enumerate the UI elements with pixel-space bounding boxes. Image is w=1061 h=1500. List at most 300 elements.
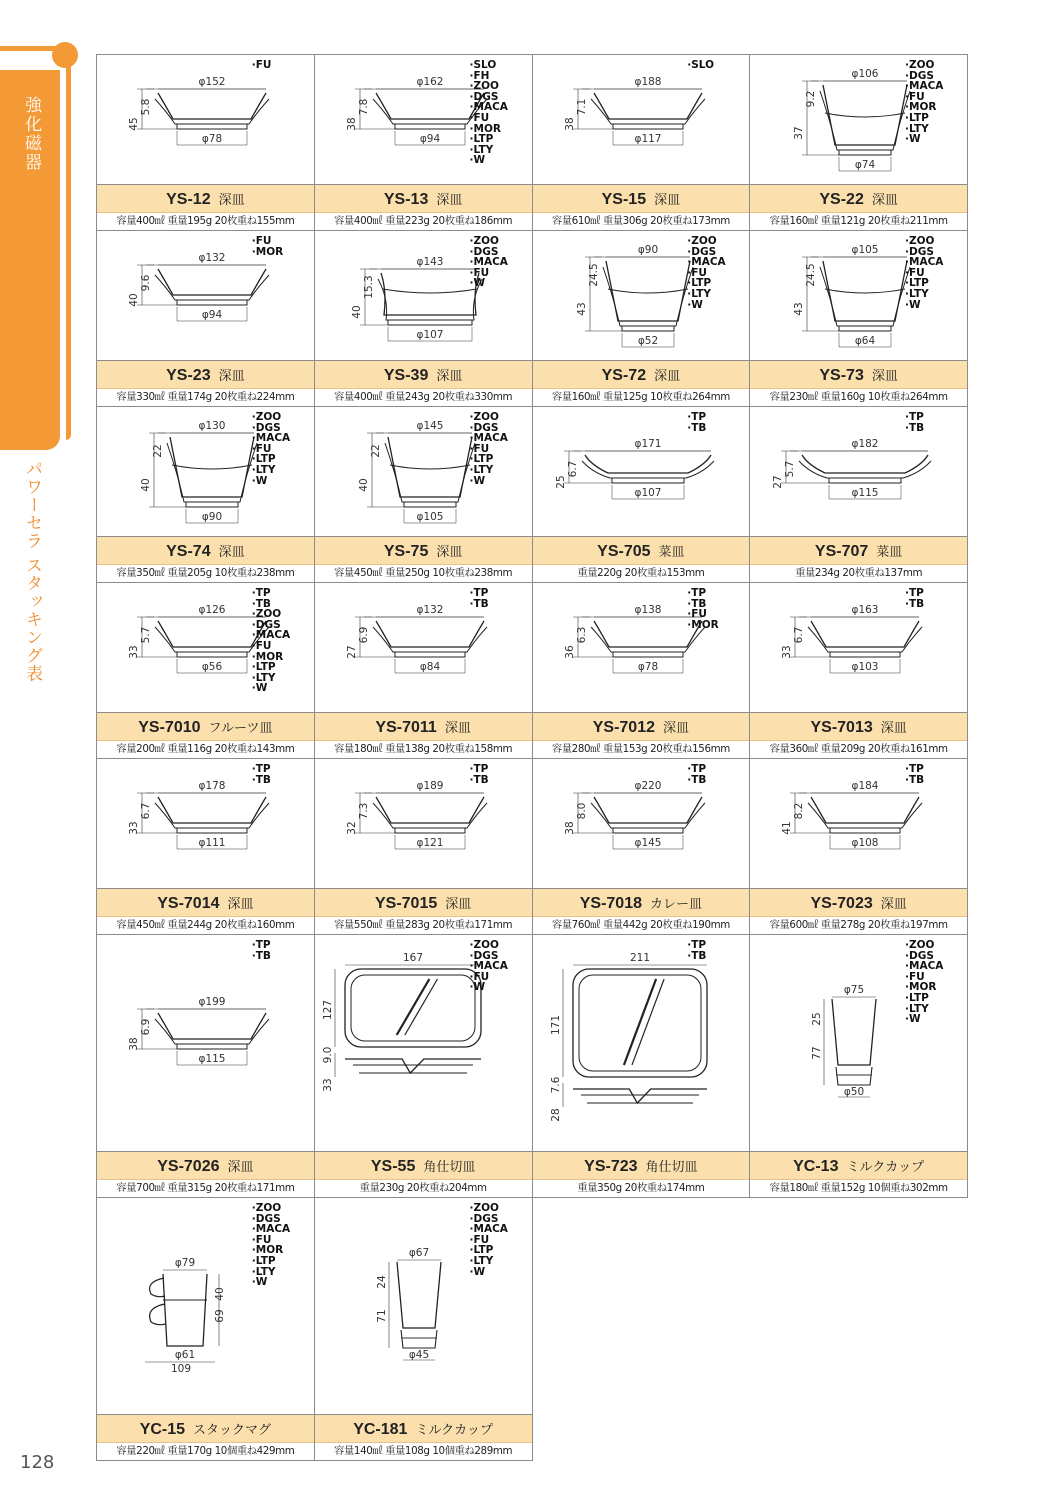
finish-code: ·MOR bbox=[905, 981, 937, 994]
finish-code: ·LTP bbox=[905, 991, 929, 1004]
model-number: YS-39 bbox=[383, 367, 429, 384]
model-number: YS-7011 bbox=[375, 719, 437, 736]
product-specs: 容量550㎖ 重量283g 20枚重ね171mm bbox=[315, 916, 532, 934]
finish-code: ·MACA bbox=[251, 1223, 291, 1236]
finish-code: ·MACA bbox=[251, 629, 291, 642]
product-type: 深皿 bbox=[663, 721, 690, 736]
product-label bbox=[533, 360, 750, 388]
finish-code: ·W bbox=[905, 1013, 921, 1026]
finish-code: ·FH bbox=[469, 69, 490, 82]
table-row bbox=[96, 231, 971, 407]
product-type: 深皿 bbox=[227, 1160, 254, 1175]
width-label: 109 bbox=[170, 1363, 192, 1375]
model-number: YS-73 bbox=[819, 367, 864, 384]
finish-code: ·SLO bbox=[469, 59, 497, 71]
finish-code: ·TB bbox=[687, 949, 707, 962]
product-label bbox=[315, 536, 532, 564]
product-drawing bbox=[750, 55, 967, 184]
rim-height-label: 40 bbox=[214, 1287, 226, 1301]
height-label: 27 bbox=[345, 645, 358, 659]
finish-code: ·SLO bbox=[687, 59, 715, 71]
rim-height-label: 8.2 bbox=[793, 802, 806, 820]
product-cell bbox=[96, 54, 315, 231]
top-diameter-label: φ178 bbox=[198, 780, 226, 792]
finish-code: ·TP bbox=[905, 587, 924, 599]
finish-code: ·DGS bbox=[251, 421, 281, 434]
bottom-diameter-label: φ56 bbox=[201, 661, 223, 673]
product-specs: 重量350g 20枚重ね174mm bbox=[533, 1179, 750, 1197]
finish-code-list bbox=[252, 1203, 308, 1288]
top-diameter-label: φ189 bbox=[416, 780, 444, 792]
finish-code: ·ZOO bbox=[251, 411, 282, 423]
model-number: YS-7014 bbox=[157, 895, 220, 912]
product-label bbox=[97, 888, 314, 916]
product-label bbox=[97, 1414, 314, 1442]
side-tab-label: 強化磁器 bbox=[21, 96, 41, 172]
finish-code: ·DGS bbox=[251, 1212, 281, 1225]
product-label bbox=[97, 184, 314, 212]
bottom-diameter-label: φ61 bbox=[174, 1349, 196, 1361]
finish-code: ·W bbox=[469, 1265, 486, 1278]
product-drawing bbox=[533, 55, 750, 184]
rim-height-label: 25 bbox=[811, 1012, 824, 1026]
product-label bbox=[97, 360, 314, 388]
rim-height-label: 22 bbox=[369, 444, 382, 458]
product-specs: 容量180㎖ 重量138g 20枚重ね158mm bbox=[315, 740, 532, 758]
product-label bbox=[750, 888, 967, 916]
product-label bbox=[750, 184, 967, 212]
product-specs: 容量400㎖ 重量223g 20枚重ね186mm bbox=[315, 212, 532, 230]
product-cell bbox=[749, 934, 968, 1198]
finish-code: ·ZOO bbox=[469, 411, 499, 423]
product-drawing bbox=[750, 231, 967, 360]
bottom-diameter-label: φ90 bbox=[201, 511, 223, 523]
finish-code: ·TB bbox=[905, 773, 925, 786]
bottom-diameter-label: φ94 bbox=[419, 133, 440, 145]
product-specs: 重量220g 20枚重ね153mm bbox=[533, 564, 750, 582]
product-cell bbox=[96, 582, 315, 759]
finish-code: ·W bbox=[469, 277, 486, 290]
finish-code-list bbox=[470, 236, 526, 289]
product-label bbox=[750, 1151, 967, 1179]
bottom-diameter-label: φ107 bbox=[634, 487, 661, 499]
tray-width-label: 167 bbox=[402, 952, 423, 964]
product-label bbox=[533, 536, 750, 564]
product-cell bbox=[532, 582, 751, 759]
product-label bbox=[315, 360, 532, 388]
top-diameter-label: φ132 bbox=[198, 252, 226, 264]
model-number: YS-74 bbox=[166, 543, 211, 560]
finish-code: ·MOR bbox=[251, 245, 284, 258]
table-row bbox=[96, 407, 971, 583]
product-diagram bbox=[533, 935, 750, 1151]
finish-code-list bbox=[905, 940, 961, 1025]
rim-height-label: 9.0 bbox=[321, 1046, 334, 1064]
top-diameter-label: φ106 bbox=[851, 68, 879, 80]
finish-code: ·TB bbox=[905, 421, 925, 434]
product-drawing bbox=[750, 407, 967, 536]
product-type: 深皿 bbox=[880, 897, 907, 912]
height-label: 25 bbox=[554, 475, 567, 489]
product-label bbox=[97, 536, 314, 564]
finish-code-list bbox=[252, 588, 308, 694]
finish-code: ·LTY bbox=[905, 122, 929, 135]
stacking-table bbox=[96, 55, 971, 1461]
product-specs: 重量234g 20枚重ね137mm bbox=[750, 564, 967, 582]
rim-height-label: 8.0 bbox=[575, 802, 588, 820]
finish-code: ·W bbox=[905, 298, 921, 311]
finish-code-list bbox=[470, 588, 526, 609]
product-type: 深皿 bbox=[654, 369, 681, 384]
tab-dot bbox=[52, 42, 78, 68]
product-type: 菜皿 bbox=[876, 545, 903, 560]
finish-code: ·LTP bbox=[251, 453, 276, 466]
product-specs: 容量200㎖ 重量116g 20枚重ね143mm bbox=[97, 740, 314, 758]
finish-code: ·W bbox=[251, 1276, 268, 1289]
model-number: YS-7010 bbox=[138, 719, 201, 736]
bottom-diameter-label: φ107 bbox=[416, 329, 444, 341]
product-specs: 容量360㎖ 重量209g 20枚重ね161mm bbox=[750, 740, 967, 758]
finish-code: ·ZOO bbox=[251, 1202, 282, 1214]
product-label bbox=[97, 712, 314, 740]
rim-height-label: 5.8 bbox=[140, 98, 152, 116]
product-specs: 容量230㎖ 重量160g 10枚重ね264mm bbox=[750, 388, 967, 406]
product-label bbox=[315, 712, 532, 740]
height-label: 40 bbox=[128, 293, 140, 307]
product-drawing bbox=[315, 759, 532, 888]
product-label bbox=[750, 536, 967, 564]
height-label: 41 bbox=[781, 821, 794, 835]
product-specs: 容量450㎖ 重量244g 20枚重ね160mm bbox=[97, 916, 314, 934]
finish-code-list bbox=[470, 764, 526, 785]
product-type: 深皿 bbox=[436, 193, 463, 208]
rim-height-label: 6.7 bbox=[566, 460, 579, 478]
product-drawing bbox=[750, 759, 967, 888]
product-drawing bbox=[97, 935, 314, 1151]
product-cell bbox=[749, 758, 968, 935]
product-specs: 容量400㎖ 重量243g 20枚重ね330mm bbox=[315, 388, 532, 406]
product-label bbox=[97, 1151, 314, 1179]
finish-code-list bbox=[687, 764, 743, 785]
finish-code: ·ZOO bbox=[905, 59, 935, 71]
top-diameter-label: φ105 bbox=[851, 244, 879, 256]
model-number: YS-12 bbox=[166, 191, 211, 208]
finish-code: ·FU bbox=[687, 608, 707, 621]
product-specs: 容量220㎖ 重量170g 10個重ね429mm bbox=[97, 1442, 314, 1460]
finish-code: ·LTY bbox=[687, 287, 711, 300]
finish-code: ·FU bbox=[469, 1233, 490, 1246]
height-label: 38 bbox=[563, 117, 576, 131]
rim-height-label: 5.7 bbox=[140, 626, 152, 644]
product-cell bbox=[314, 934, 533, 1198]
finish-code: ·MACA bbox=[469, 1223, 508, 1236]
finish-code: ·MACA bbox=[251, 432, 291, 445]
model-number: YC-181 bbox=[353, 1421, 408, 1438]
height-label: 40 bbox=[357, 478, 370, 492]
finish-code: ·DGS bbox=[905, 69, 934, 82]
finish-code: ·TP bbox=[687, 587, 707, 599]
finish-code: ·W bbox=[469, 154, 486, 167]
height-label: 40 bbox=[140, 478, 152, 492]
finish-code-list bbox=[252, 940, 308, 961]
product-label bbox=[315, 184, 532, 212]
product-type: 深皿 bbox=[871, 369, 898, 384]
product-cell bbox=[532, 230, 751, 407]
model-number: YS-7012 bbox=[592, 719, 655, 736]
product-label bbox=[533, 1151, 750, 1179]
product-cell bbox=[749, 406, 968, 583]
height-label: 69 bbox=[214, 1309, 226, 1323]
product-label bbox=[750, 360, 967, 388]
product-cell bbox=[96, 758, 315, 935]
empty-cell bbox=[749, 1197, 968, 1461]
product-cell bbox=[314, 406, 533, 583]
product-specs: 容量330㎖ 重量174g 20枚重ね224mm bbox=[97, 388, 314, 406]
finish-code: ·TB bbox=[469, 597, 489, 610]
product-drawing bbox=[533, 231, 750, 360]
finish-code: ·FU bbox=[905, 90, 925, 103]
table-row bbox=[96, 759, 971, 935]
finish-code: ·DGS bbox=[469, 949, 499, 962]
finish-code: ·LTP bbox=[251, 661, 276, 674]
product-drawing bbox=[315, 407, 532, 536]
height-label: 77 bbox=[811, 1046, 824, 1060]
height-label: 28 bbox=[549, 1108, 562, 1122]
finish-code: ·MOR bbox=[469, 122, 501, 135]
bottom-diameter-label: φ145 bbox=[634, 837, 661, 849]
bottom-diameter-label: φ108 bbox=[851, 837, 879, 849]
finish-code-list bbox=[470, 60, 526, 166]
finish-code: ·MACA bbox=[469, 256, 508, 269]
product-drawing bbox=[97, 55, 314, 184]
product-type: 深皿 bbox=[871, 193, 898, 208]
product-drawing bbox=[97, 759, 314, 888]
top-diameter-label: φ220 bbox=[634, 780, 661, 792]
finish-code-list bbox=[252, 764, 308, 785]
top-diameter-label: φ162 bbox=[416, 76, 444, 88]
finish-code-list bbox=[905, 412, 961, 433]
product-type: 深皿 bbox=[444, 721, 471, 736]
product-cell bbox=[749, 54, 968, 231]
finish-code: ·LTY bbox=[469, 1254, 494, 1267]
product-drawing bbox=[97, 231, 314, 360]
finish-code-list bbox=[687, 940, 743, 961]
height-label: 33 bbox=[781, 645, 794, 659]
product-cell bbox=[314, 582, 533, 759]
product-cell bbox=[96, 1197, 315, 1461]
finish-code-list bbox=[470, 1203, 526, 1277]
bottom-diameter-label: φ117 bbox=[634, 133, 661, 145]
top-diameter-label: φ132 bbox=[416, 604, 444, 616]
finish-code: ·ZOO bbox=[469, 939, 499, 951]
rim-height-label: 6.9 bbox=[357, 626, 370, 644]
product-cell bbox=[314, 54, 533, 231]
finish-code: ·MACA bbox=[469, 432, 508, 445]
bottom-diameter-label: φ50 bbox=[844, 1086, 865, 1098]
height-label: 43 bbox=[575, 302, 588, 316]
finish-code: ·ZOO bbox=[469, 235, 499, 247]
product-label bbox=[533, 184, 750, 212]
finish-code: ·LTP bbox=[905, 111, 929, 124]
product-drawing bbox=[533, 935, 750, 1151]
rim-height-label: 7.8 bbox=[357, 98, 370, 116]
finish-code: ·ZOO bbox=[687, 235, 717, 247]
product-cell bbox=[749, 230, 968, 407]
product-label bbox=[315, 1151, 532, 1179]
finish-code-list bbox=[687, 588, 743, 630]
product-specs: 容量140㎖ 重量108g 10個重ね289mm bbox=[315, 1442, 532, 1460]
top-diameter-label: φ184 bbox=[851, 780, 879, 792]
bottom-diameter-label: φ52 bbox=[637, 335, 658, 347]
product-diagram bbox=[533, 55, 750, 184]
product-type: カレー皿 bbox=[650, 897, 703, 912]
model-number: YS-7013 bbox=[810, 719, 873, 736]
finish-code: ·MOR bbox=[905, 101, 937, 114]
finish-code-list bbox=[470, 412, 526, 486]
finish-code: ·TP bbox=[687, 939, 707, 951]
finish-code: ·W bbox=[905, 133, 921, 146]
model-number: YS-15 bbox=[601, 191, 647, 208]
top-diameter-label: φ199 bbox=[198, 996, 226, 1008]
product-drawing bbox=[533, 407, 750, 536]
product-type: 角仕切皿 bbox=[423, 1160, 476, 1175]
finish-code: ·TP bbox=[687, 411, 707, 423]
rim-height-label: 7.3 bbox=[357, 802, 370, 820]
finish-code: ·FU bbox=[905, 266, 925, 279]
model-number: YS-705 bbox=[597, 543, 651, 560]
product-drawing bbox=[533, 583, 750, 712]
top-diameter-label: φ67 bbox=[408, 1247, 429, 1259]
finish-code: ·MOR bbox=[251, 1244, 284, 1257]
finish-code: ·LTP bbox=[251, 1254, 276, 1267]
product-label bbox=[315, 888, 532, 916]
product-cell bbox=[532, 758, 751, 935]
finish-code: ·W bbox=[469, 981, 486, 994]
finish-code: ·FU bbox=[687, 266, 707, 279]
product-type: 深皿 bbox=[436, 545, 463, 560]
product-cell bbox=[532, 406, 751, 583]
finish-code: ·TP bbox=[251, 939, 271, 951]
product-specs: 容量180㎖ 重量152g 10個重ね302mm bbox=[750, 1179, 967, 1197]
finish-code: ·LTY bbox=[905, 1002, 929, 1015]
finish-code: ·TP bbox=[469, 587, 489, 599]
table-row bbox=[96, 1198, 971, 1461]
tray-width-label: 211 bbox=[629, 952, 650, 964]
product-type: ミルクカップ bbox=[415, 1423, 494, 1438]
bottom-diameter-label: φ121 bbox=[416, 837, 444, 849]
rim-height-label: 6.7 bbox=[793, 626, 806, 644]
finish-code: ·LTP bbox=[469, 133, 494, 146]
product-drawing bbox=[750, 583, 967, 712]
bottom-diameter-label: φ78 bbox=[201, 133, 223, 145]
tab-line bbox=[0, 46, 56, 51]
finish-code: ·TB bbox=[687, 421, 707, 434]
bottom-diameter-label: φ78 bbox=[637, 661, 658, 673]
product-type: フルーツ皿 bbox=[208, 721, 273, 736]
model-number: YS-22 bbox=[819, 191, 864, 208]
top-diameter-label: φ145 bbox=[416, 420, 444, 432]
product-specs: 容量160㎖ 重量121g 20枚重ね211mm bbox=[750, 212, 967, 230]
top-diameter-label: φ163 bbox=[851, 604, 879, 616]
bottom-diameter-label: φ103 bbox=[851, 661, 879, 673]
finish-code-list bbox=[687, 60, 743, 71]
finish-code: ·TP bbox=[905, 763, 924, 775]
table-row bbox=[96, 583, 971, 759]
finish-code: ·FU bbox=[469, 442, 490, 455]
finish-code: ·TB bbox=[251, 949, 271, 962]
product-cell bbox=[314, 758, 533, 935]
product-cell bbox=[532, 934, 751, 1198]
finish-code: ·MACA bbox=[905, 960, 944, 973]
top-diameter-label: φ90 bbox=[637, 244, 658, 256]
bottom-diameter-label: φ115 bbox=[198, 1053, 226, 1065]
finish-code-list bbox=[687, 412, 743, 433]
top-diameter-label: φ152 bbox=[198, 76, 226, 88]
finish-code-list bbox=[905, 236, 961, 310]
product-label bbox=[750, 712, 967, 740]
height-label: 40 bbox=[350, 305, 363, 319]
product-specs: 容量610㎖ 重量306g 20枚重ね173mm bbox=[533, 212, 750, 230]
rim-height-label: 6.3 bbox=[575, 626, 588, 644]
product-drawing bbox=[750, 935, 967, 1151]
bottom-diameter-label: φ111 bbox=[198, 837, 226, 849]
product-type: 深皿 bbox=[654, 193, 681, 208]
finish-code: ·TB bbox=[905, 597, 925, 610]
product-diagram bbox=[97, 935, 314, 1151]
model-number: YS-75 bbox=[383, 543, 429, 560]
tray-depth-label: 127 bbox=[321, 999, 334, 1021]
finish-code: ·MOR bbox=[251, 650, 284, 663]
empty-cell bbox=[532, 1197, 751, 1461]
rim-height-label: 9.6 bbox=[140, 274, 152, 292]
product-drawing bbox=[97, 583, 314, 712]
model-number: YS-7026 bbox=[157, 1158, 220, 1175]
finish-code: ·DGS bbox=[687, 245, 717, 258]
finish-code-list bbox=[905, 60, 961, 145]
product-label bbox=[533, 712, 750, 740]
product-type: 深皿 bbox=[227, 897, 254, 912]
product-type: 深皿 bbox=[218, 545, 245, 560]
bottom-diameter-label: φ64 bbox=[855, 335, 876, 347]
model-number: YS-72 bbox=[601, 367, 647, 384]
finish-code: ·LTP bbox=[905, 277, 929, 290]
model-number: YS-7015 bbox=[374, 895, 438, 912]
product-drawing bbox=[315, 55, 532, 184]
rim-height-label: 7.1 bbox=[575, 98, 588, 116]
product-specs: 容量400㎖ 重量195g 20枚重ね155mm bbox=[97, 212, 314, 230]
top-diameter-label: φ79 bbox=[174, 1257, 196, 1269]
finish-code: ·W bbox=[251, 474, 268, 487]
finish-code: ·TP bbox=[687, 763, 707, 775]
finish-code: ·MACA bbox=[469, 101, 508, 114]
bottom-diameter-label: φ84 bbox=[419, 661, 440, 673]
product-drawing bbox=[97, 407, 314, 536]
height-label: 33 bbox=[128, 645, 140, 659]
product-drawing bbox=[97, 1198, 314, 1414]
finish-code: ·TP bbox=[469, 763, 489, 775]
finish-code: ·FU bbox=[251, 442, 272, 455]
height-label: 37 bbox=[793, 126, 806, 140]
product-specs: 重量230g 20枚重ね204mm bbox=[315, 1179, 532, 1197]
model-number: YS-7023 bbox=[810, 895, 873, 912]
finish-code: ·TP bbox=[251, 587, 271, 599]
finish-code: ·MACA bbox=[905, 80, 944, 93]
model-number: YS-7018 bbox=[579, 895, 642, 912]
rim-height-label: 6.7 bbox=[140, 802, 152, 820]
finish-code: ·DGS bbox=[251, 618, 281, 631]
height-label: 33 bbox=[128, 821, 140, 835]
top-diameter-label: φ138 bbox=[634, 604, 661, 616]
